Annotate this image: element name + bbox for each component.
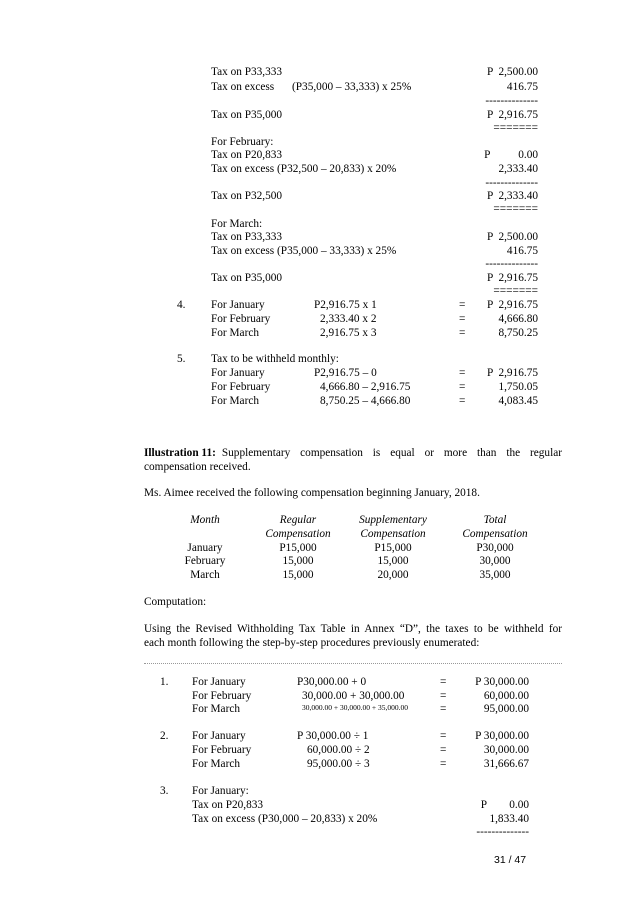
table-header-regular: Compensation — [265, 528, 331, 540]
sub-heading: For March: — [211, 218, 263, 230]
amount: P 2,500.00 — [486, 231, 538, 243]
table-cell-month: March — [190, 569, 220, 581]
amount: 31,666.67 — [483, 758, 529, 770]
table-cell: 30,000 — [479, 555, 511, 567]
amount: P 2,916.75 — [486, 299, 538, 311]
line-text: (P35,000 – 33,333) x 25% — [292, 81, 412, 93]
line-text: Tax on P35,000 — [211, 109, 283, 121]
row-expr: 8,750.25 – 4,666.80 — [320, 395, 411, 407]
item-heading: For January: — [192, 785, 249, 797]
table-cell: P15,000 — [279, 542, 317, 554]
table-cell-month: February — [184, 555, 226, 567]
divider-dashes: -------------- — [485, 95, 538, 107]
line-text: Tax on P35,000 — [211, 272, 283, 284]
equals-sign: = — [440, 758, 447, 770]
table-header-total: Compensation — [462, 528, 528, 540]
table-header-regular: Regular — [279, 514, 317, 526]
item-number: 2. — [160, 730, 169, 742]
page-number: 31 / 47 — [494, 854, 527, 866]
amount: P 2,916.75 — [486, 109, 538, 121]
equals-sign: = — [440, 676, 447, 688]
amount: P 2,333.40 — [486, 190, 538, 202]
item-number: 4. — [177, 299, 186, 311]
line-text: Tax on P20,833 — [192, 799, 264, 811]
row-expr: P2,916.75 – 0 — [314, 367, 377, 379]
row-label: For February — [211, 313, 271, 325]
amount: P 0.00 — [484, 149, 538, 161]
divider-dashes: -------------- — [485, 258, 538, 270]
divider-equals: ======= — [493, 285, 538, 297]
row-label: For January — [192, 676, 246, 688]
illustration-paragraph — [144, 447, 562, 460]
table-cell: 35,000 — [479, 569, 511, 581]
row-label: For March — [192, 703, 241, 715]
amount: P 2,916.75 — [486, 367, 538, 379]
amount: 1,833.40 — [489, 813, 529, 825]
table-header-total: Total — [483, 514, 507, 526]
row-expr: 60,000.00 ÷ 2 — [307, 744, 370, 756]
equals-sign: = — [459, 299, 466, 311]
table-cell: P15,000 — [374, 542, 412, 554]
row-label: For March — [211, 395, 260, 407]
row-label: For February — [211, 381, 271, 393]
amount: P 30,000.00 — [475, 676, 529, 688]
divider-dashes: -------------- — [485, 177, 538, 189]
row-label: For February — [192, 744, 252, 756]
line-text: Tax on excess (P30,000 – 20,833) x 20% — [192, 813, 378, 825]
amount: 416.75 — [506, 245, 538, 257]
equals-sign: = — [440, 730, 447, 742]
table-cell: 15,000 — [377, 555, 409, 567]
amount: P 2,500.00 — [486, 66, 538, 78]
table-header-month: Month — [190, 514, 220, 526]
row-label: For January — [192, 730, 246, 742]
amount: P 0.00 — [480, 799, 529, 811]
equals-sign: = — [459, 313, 466, 325]
table-cell: 15,000 — [282, 569, 314, 581]
line-text: Tax on P33,333 — [211, 231, 283, 243]
row-expr: 95,000.00 ÷ 3 — [307, 758, 370, 770]
table-cell: 15,000 — [282, 555, 314, 567]
amount: 1,750.05 — [498, 381, 538, 393]
amount: 2,333.40 — [498, 163, 538, 175]
equals-sign: = — [440, 703, 447, 715]
row-label: For January — [211, 367, 265, 379]
row-expr: 2,333.40 x 2 — [320, 313, 377, 325]
table-cell: P30,000 — [476, 542, 514, 554]
equals-sign: = — [459, 367, 466, 379]
item-number: 3. — [160, 785, 169, 797]
divider — [144, 663, 562, 664]
item-number: 5. — [177, 353, 186, 365]
amount: 4,083.45 — [498, 395, 538, 407]
equals-sign: = — [440, 744, 447, 756]
row-label: For February — [192, 690, 252, 702]
line-text: Tax on P32,500 — [211, 190, 283, 202]
amount: P 2,916.75 — [486, 272, 538, 284]
illustration-intro: Ms. Aimee received the following compensation beginning January, 2018. — [144, 487, 480, 499]
equals-sign: = — [440, 690, 447, 702]
computation-label: Computation: — [144, 596, 207, 608]
equals-sign: = — [459, 327, 466, 339]
computation-paragraph: each month following the step-by-step procedures previously enumerated: — [144, 637, 480, 649]
illustration-line: compensation received. — [144, 461, 251, 473]
amount: 4,666.80 — [498, 313, 538, 325]
row-label: For March — [192, 758, 241, 770]
item-number: 1. — [160, 676, 169, 688]
row-expr: 2,916.75 x 3 — [320, 327, 377, 339]
line-text: Tax on excess (P35,000 – 33,333) x 25% — [211, 245, 397, 257]
row-expr: P30,000.00 + 0 — [297, 676, 367, 688]
line-text: Tax on P20,833 — [211, 149, 283, 161]
illustration-line: Supplementary compensation is equal or more than the regular — [221, 447, 562, 459]
amount: 8,750.25 — [498, 327, 538, 339]
table-cell: 20,000 — [377, 569, 409, 581]
line-text: Tax on excess — [211, 81, 275, 93]
table-cell-month: January — [187, 542, 223, 554]
table-header-supplementary: Supplementary — [359, 514, 427, 526]
amount: 30,000.00 — [483, 744, 529, 756]
table-header-supplementary: Compensation — [360, 528, 426, 540]
row-expr: 30,000.00 + 30,000.00 — [302, 690, 405, 702]
line-text: Tax on excess (P32,500 – 20,833) x 20% — [211, 163, 397, 175]
divider-equals: ======= — [493, 122, 538, 134]
equals-sign: = — [459, 395, 466, 407]
row-expr: 30,000.00 + 30,000.00 + 35,000.00 — [302, 703, 408, 712]
amount: 416.75 — [506, 81, 538, 93]
computation-paragraph: Using the Revised Withholding Tax Table in Annex “D”, the taxes to be withheld for — [144, 623, 562, 635]
row-expr: P2,916.75 x 1 — [314, 299, 377, 311]
row-expr: P 30,000.00 ÷ 1 — [297, 730, 369, 742]
divider-equals: ======= — [493, 203, 538, 215]
line-text: Tax on P33,333 — [211, 66, 283, 78]
row-label: For March — [211, 327, 260, 339]
illustration-title: Illustration 11: — [144, 447, 216, 459]
equals-sign: = — [459, 381, 466, 393]
amount: 95,000.00 — [483, 703, 529, 715]
amount: P 30,000.00 — [475, 730, 529, 742]
item-heading: Tax to be withheld monthly: — [211, 353, 339, 365]
sub-heading: For February: — [211, 136, 274, 148]
row-expr: 4,666.80 – 2,916.75 — [320, 381, 411, 393]
row-label: For January — [211, 299, 265, 311]
amount: 60,000.00 — [483, 690, 529, 702]
divider-dashes: -------------- — [476, 826, 529, 838]
